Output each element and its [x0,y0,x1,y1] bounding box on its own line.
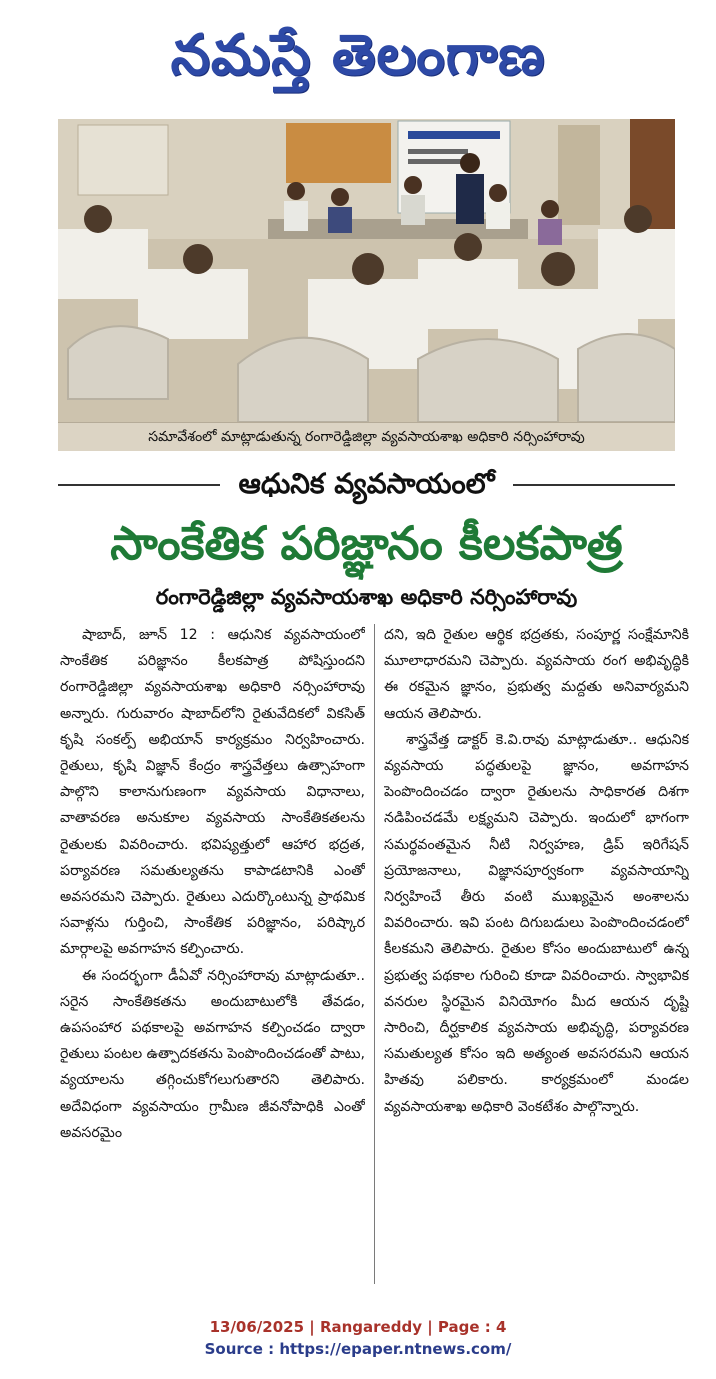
article-subheadline [58,580,675,614]
footer-source: Source : https://epaper.ntnews.com/ [204,1340,512,1358]
masthead-title: నమస్తే తెలంగాణ [170,22,546,88]
paragraph: షాబాద్, జూన్ 12 : ఆధునిక వ్యవసాయంలో సాంకేతిక పరిజ్ఞానం కీలకపాత్ర పోషిస్తుందని రంగారెడ్డిజిల్లా వ్యవసాయశాఖ అధికారి నర్సింహారావు అన్నారు. గురువారం షాబాద్‌లోని రైతువేదికలో వికసిత్ కృషి సంకల్ప్ అభియాన్ కార్యక్రమం నిర్వహించారు. రైతులు, కృషి విజ్ఞాన్ కేంద్రం శాస్త్రవేత్తలు ఉత్సాహంగా పాల్గొని కాలానుగుణంగా వ్యవసాయ విధానాలు, వాతావరణ అనుకూల వ్యవసాయ సాంకేతికతలను రైతులకు వివరించారు. భవిష్యత్తులో ఆహార భద్రత, పర్యావరణ సమతుల్యతను కాపాడటానికి ఎంతో అవసరమని చెప్పారు. రైతులు ఎదుర్కొంటున్న ప్రాథమిక సవాళ్లను గుర్తించి, సాంకేతిక పరిజ్ఞానం, పరిష్కార మార్గాలపై అవగాహన కల్పించారు. [60,627,365,958]
headline-text: సాంకేతిక పరిజ్ఞానం కీలకపాత్ర [110,516,623,570]
column-divider [374,624,375,1284]
paragraph: ఈ సందర్భంగా డీఏవో నర్సింహారావు మాట్లాడుతూ.. సరైన సాంకేతికతను అందుబాటులోకి తేవడం, ఉపసంహార పథకాలపై అవగాహన కల్పించడం ద్వారా రైతులు పంటల ఉత్పాదకతను పెంపొందించడంతో పాటు, వ్యయాలను తగ్గించుకోగలుగుతారని తెలిపారు. అదేవిధంగా వ్యవసాయం గ్రామీణ జీవనోపాధికి ఎంతో అవసరమైం [60,967,365,1141]
paragraph: దని, ఇది రైతుల ఆర్థిక భద్రతకు, సంపూర్ణ సంక్షేమానికి మూలాధారమని చెప్పారు. వ్యవసాయ రంగ అభివృద్ధికి ఈ రకమైన జ్ఞానం, ప్రభుత్వ మద్దతు అనివార్యమని ఆయన తెలిపారు. [384,627,689,722]
article-column-left [60,622,365,1282]
meeting-photo-illustration [58,119,675,422]
article-headline [58,508,675,578]
page-footer [0,1316,716,1360]
photo-caption-text: సమావేశంలో మాట్లాడుతున్న రంగారెడ్డిజిల్లా వ్యవసాయశాఖ అధికారి నర్సింహారావు [148,429,585,445]
paragraph: శాస్త్రవేత్త డాక్టర్ కె.వి.రావు మాట్లాడుతూ.. ఆధునిక వ్యవసాయ పద్ధతులపై జ్ఞానం, అవగాహన పెంపొందించడం ద్వారా రైతులను సాధికారత దిశగా నడిపించడమే లక్ష్యమని చెప్పారు. ఇందులో భాగంగా సమర్థవంతమైన నీటి నిర్వహణ, డ్రిప్ ఇరిగేషన్ ప్రయోజనాలు, విజ్ఞానపూర్వకంగా వ్యవసాయాన్ని నిర్వహించే తీరు వంటి ముఖ్యమైన అంశాలను వివరించారు. ఇవి పంట దిగుబడులు పెంపొందించడంలో కీలకమని తెలిపారు. రైతుల కోసం అందుబాటులో ఉన్న ప్రభుత్వ పథకాల గురించి కూడా వివరించారు. స్వాభావిక వనరుల స్థిరమైన వినియోగం మీద ఆయన దృష్టి సారించి, దీర్ఘకాలిక వ్యవసాయ అభివృద్ధి, పర్యావరణ సమతుల్యత కోసం ఇది అత్యంత అవసరమని ఆయన హితవు పలికారు. కార్యక్రమంలో మండల వ్యవసాయశాఖ అధికారి వెంకటేశం పాల్గొన్నారు. [384,731,689,1115]
masthead [0,6,716,104]
photo-caption [58,422,675,451]
subheadline-text: రంగారెడ్డిజిల్లా వ్యవసాయశాఖ అధికారి నర్సింహారావు [155,585,578,609]
footer-meta: 13/06/2025 | Rangareddy | Page : 4 [209,1318,507,1336]
news-photo [58,119,675,422]
article-kicker [58,462,675,506]
article-column-right [384,622,689,1282]
kicker-text: ఆధునిక వ్యవసాయంలో [220,462,512,506]
